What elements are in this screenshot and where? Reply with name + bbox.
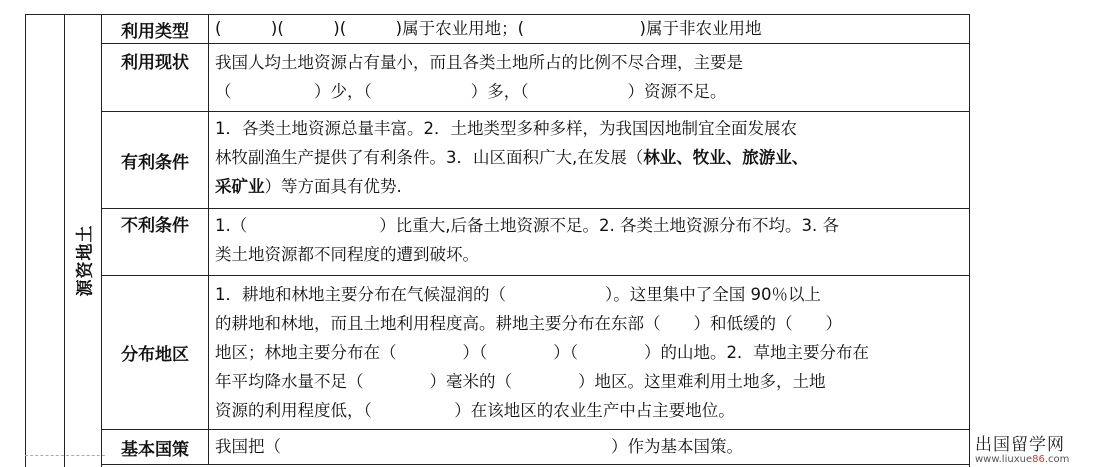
row-line: 年平均降水量不足（ ）毫米的（ ）地区。这里难利用土地多，土地	[215, 372, 826, 391]
row-favorable-conditions	[102, 112, 969, 209]
row-header: 有利条件	[102, 112, 209, 208]
url-part: .com	[1044, 454, 1070, 465]
watermark-url	[975, 454, 1069, 465]
section-label-text: 源资地土	[75, 224, 96, 296]
row-line: 类土地资源都不同程度的遭到破坏。	[215, 245, 479, 264]
row-header: 利用现状	[102, 44, 209, 111]
row-content	[215, 14, 963, 43]
page-edge-line	[25, 455, 105, 456]
url-part: 86	[1032, 454, 1045, 465]
row-line: 1．耕地和林地主要分布在气候湿润的（ ）。这里集中了全国 90％以上	[215, 285, 821, 304]
row-line: 资源的利用程度低，（ ）在该地区的农业生产中占主要地位。	[215, 401, 735, 420]
row-usage-type	[102, 15, 969, 44]
row-distribution	[102, 276, 969, 430]
row-line	[215, 143, 963, 172]
row-usage-status	[102, 44, 969, 112]
bold-text: 采矿业	[215, 177, 265, 196]
row-header: 不利条件	[102, 209, 209, 277]
row-content	[215, 280, 963, 425]
url-part: www.liuxue	[975, 454, 1033, 465]
row-line: 1．各类土地资源总量丰富。2．土地类型多种多样，为我国因地制宜全面发展农	[215, 119, 797, 138]
row-line: （ ）少，（ ）多，（ ）资源不足。	[215, 82, 727, 101]
bold-text: 林业、牧业、旅游业、	[643, 148, 809, 167]
row-content	[215, 211, 963, 269]
row-content	[215, 48, 963, 106]
row-line: 我国把（ ）作为基本国策。	[215, 437, 743, 456]
row-line: 地区；林地主要分布在（ ）（ ）（ ）的山地。2．草地主要分布在	[215, 343, 869, 362]
row-unfavorable-conditions	[102, 209, 969, 276]
outer-column	[26, 15, 65, 467]
row-header: 利用类型	[102, 15, 209, 43]
row-line: ( )( )( )属于农业用地；( )属于非农业用地	[215, 19, 762, 38]
row-line: 1.（ ）比重大,后备土地资源不足。2. 各类土地资源分布不均。3. 各	[215, 216, 839, 235]
row-content	[215, 114, 963, 201]
line-text: 林牧副渔生产提供了有利条件。3．山区面积广大,在发展（	[215, 148, 644, 167]
row-line	[215, 172, 963, 201]
site-watermark	[975, 430, 1069, 465]
section-label	[65, 210, 101, 310]
watermark-name: 出国留学网	[975, 435, 1065, 455]
row-line: 我国人均土地资源占有量小，而且各类土地所占的比例不尽合理，主要是	[215, 53, 743, 72]
row-line: 的耕地和林地，而且土地利用程度高。耕地主要分布在东部（ ）和低缓的（ ）	[215, 314, 842, 333]
line-text: ）等方面具有优势.	[264, 177, 402, 196]
land-resources-table	[25, 14, 970, 467]
row-header: 分布地区	[102, 276, 209, 429]
row-basic-policy	[102, 430, 969, 465]
row-content	[215, 432, 963, 461]
row-header: 基本国策	[102, 430, 209, 464]
